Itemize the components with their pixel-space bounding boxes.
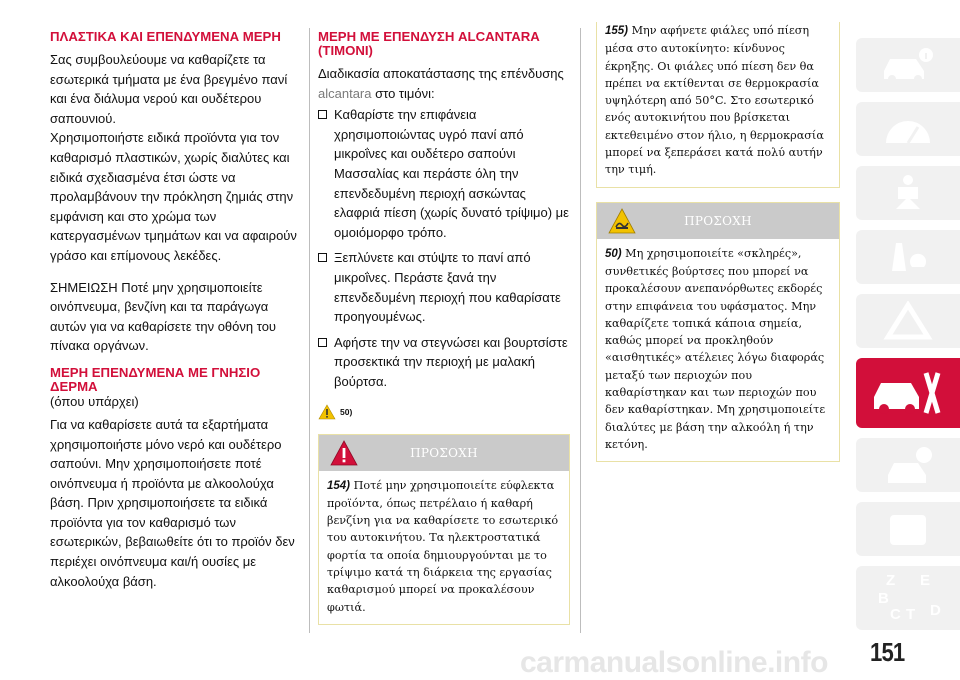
column-divider-1 (309, 28, 310, 633)
checkbox-bullet-icon (318, 253, 327, 262)
intro-text: Διαδικασία αποκατάστασης της επένδυσης (318, 66, 564, 81)
caution-triangle-icon (318, 404, 336, 420)
warning-header (319, 435, 569, 471)
seatbelt-icon (878, 173, 938, 213)
sidebar-tab-technical[interactable] (856, 438, 960, 492)
note-paragraph (50, 278, 300, 356)
sidebar-tab-index[interactable] (856, 566, 960, 630)
index-letter: B (878, 590, 889, 607)
page-number: 151 (870, 637, 905, 667)
intro-material: alcantara (318, 85, 372, 101)
step-item (318, 105, 570, 242)
car-key-icon (878, 237, 938, 277)
warning-text: Μην αφήνετε φιάλες υπό πίεση μέσα στο αυτοκίνητο: κίνδυνος έκρηξης. Οι φιάλες υπό πίεση δεν θα πρέπει να εκτίθενται σε θερμοκρασία υψηλότερη από 50°C. Στο εσωτερικό ενός αυτοκινήτου που βρίσκεται εκτεθειμένο στον ήλιο, η θερμοκρασία μπορεί να ξεπεράσει κατά πολύ αυτήν την τιμή. (605, 24, 824, 177)
step-text: Αφήστε την να στεγνώσει και βουρτσίστε προσεκτικά την περιοχή με μαλακή βούρτσα. (334, 334, 568, 389)
warning-number: 155) (605, 25, 629, 37)
note-text: Ποτέ μην χρησιμοποιείτε οινόπνευμα, βενζίνη και τα παράγωγα αυτών για να καθαρίσετε την οθόνη του πίνακα οργάνων. (50, 279, 277, 354)
intro-end: στο τιμόνι: (371, 85, 435, 101)
data-icon (878, 445, 938, 485)
caution-body (597, 239, 839, 462)
warning-text: Ποτέ μην χρησιμοποιείτε εύφλεκτα προϊόντα, όπως πετρέλαιο ή καθαρή βενζίνη για να καθαρίσετε το εσωτερικό του αυτοκινήτου. Τα ηλεκτροστατικά φορτία τα οποία δημιουργούνται με το τρίψιμο κατά τη διάρκεια της εργασίας καθαρισμού μπορεί να προκαλέσουν φωτιά. (327, 478, 559, 614)
caution-box (596, 202, 840, 463)
section-heading-plastic: ΠΛΑΣΤΙΚΑ ΚΑΙ ΕΠΕΝΔΥΜΕΝΑ ΜΕΡΗ (50, 29, 281, 44)
paragraph-leather: Για να καθαρίσετε αυτά τα εξαρτήματα χρησιμοποιήστε μόνο νερό και ουδέτερο σαπούνι. Μην χρησιμοποιήσετε ποτέ οινόπνευμα ή προϊόντα με αλκοολούχα βάση. Πριν χρησιμοποιήσετε τα ειδικά προϊόντα για τον καθαρισμό των εσωτερικών, βεβαιωθείτε ότι το προϊόν δεν περιέχει οινόπνευμα και/ή ουσίες με αλκοολούχα βάση. (50, 416, 295, 589)
step-item (318, 248, 570, 326)
warning-body (319, 471, 569, 624)
warning-triangle-icon (878, 301, 938, 341)
car-service-icon (870, 367, 946, 419)
caution-reference-number: 50) (340, 406, 353, 417)
step-item (318, 333, 570, 392)
watermark: carmanualsonline.info (520, 646, 828, 679)
step-text: Ξεπλύνετε και στύψτε το πανί από μικροΐνες. Περάστε ξανά την επενδεδυμένη περιοχή που καθαρίσατε προηγουμένως. (334, 250, 561, 325)
checkbox-bullet-icon (318, 338, 327, 347)
index-letter: T (906, 606, 916, 623)
section-heading-alcantara: ΜΕΡΗ ΜΕ ΕΠΕΝΔΥΣΗ ALCANTARA (ΤΙΜΟΝΙ) (318, 29, 540, 58)
paragraph-plastic-1: Σας συμβουλεύουμε να καθαρίζετε τα εσωτερικά τμήματα με ένα βρεγμένο πανί και ένα διάλυμα νερού και ουδέτερου σαπουνιού. (50, 52, 288, 126)
caution-title: ΠΡΟΣΟΧΗ (684, 213, 752, 228)
caution-number: 50) (605, 247, 622, 260)
car-info-icon (878, 45, 938, 85)
alcantara-intro (318, 64, 570, 103)
speedometer-icon (878, 109, 938, 149)
sidebar-tab-maintenance[interactable] (856, 358, 960, 428)
leather-availability: (όπου υπάρχει) (50, 393, 139, 409)
column-divider-2 (580, 28, 581, 633)
column-1 (50, 30, 300, 591)
index-letters-icon (876, 572, 946, 624)
note-label: ΣΗΜΕΙΩΣΗ (50, 279, 118, 295)
warning-title: ΠΡΟΣΟΧΗ (410, 445, 478, 460)
warning-box (318, 434, 570, 625)
warning-number: 154) (327, 479, 351, 492)
speaker-icon (878, 509, 938, 549)
sidebar-tab-dashboard[interactable] (856, 102, 960, 156)
index-letter: D (930, 602, 941, 619)
column-2 (318, 30, 570, 625)
index-letter: C (890, 606, 901, 623)
sidebar-tab-multimedia[interactable] (856, 502, 960, 556)
section-heading-leather: ΜΕΡΗ ΕΠΕΝΔΥΜΕΝΑ ΜΕ ΓΝΗΣΙΟ ΔΕΡΜΑ (50, 364, 261, 394)
sidebar-tab-car-info[interactable] (856, 38, 960, 92)
sidebar-tab-emergency[interactable] (856, 294, 960, 348)
step-text: Καθαρίστε την επιφάνεια χρησιμοποιώντας υγρό πανί από μικροΐνες και ουδέτερο σαπούνι Μασσαλίας και περάστε όλη την επενδεδυμένη περιοχή ασκώντας ελαφριά πίεση (χωρίς δυνατό τρίψιμο) με ομοιόμορφο τρόπο. (334, 107, 569, 240)
sidebar-tab-starting[interactable] (856, 230, 960, 284)
caution-header (597, 203, 839, 239)
checkbox-bullet-icon (318, 110, 327, 119)
index-letter: Z (886, 572, 896, 589)
caution-reference (318, 396, 570, 420)
paragraph-plastic-2: Χρησιμοποιήστε ειδικά προϊόντα για τον καθαρισμό πλαστικών, χωρίς διαλύτες και ειδικά σχεδιασμένα έτσι ώστε να προλαμβάνουν την πρόκληση ζημιάς στην εμφάνιση και στο χρώμα των κατεργασμένων τμημάτων και να αφαιρούν γράσο και επίμονους λεκέδες. (50, 130, 297, 263)
warning-continuation-box (596, 22, 840, 188)
warning-continuation-body (597, 22, 839, 187)
sidebar-tab-safety[interactable] (856, 166, 960, 220)
column-3 (596, 22, 840, 462)
index-letter: E (920, 572, 931, 589)
caution-text: Μη χρησιμοποιείτε «σκληρές», συνθετικές βούρτσες που μπορεί να προκαλέσουν ανεπανόρθωτες εκδορές στην επιφάνεια του υφάσματος. Μην καθαρίζετε τοπικά κάποια σημεία, καθώς μπορεί να προκληθούν «αισθητικές» ατέλειες λόγω διαφοράς μεταξύ των περιοχών που καθαρίστηκαν και των περιοχών που δεν καθαρίστηκαν. Μη χρησιμοποιείτε διαλύτες με βάση την αλκοόλη ή την κετόνη. (605, 246, 826, 451)
